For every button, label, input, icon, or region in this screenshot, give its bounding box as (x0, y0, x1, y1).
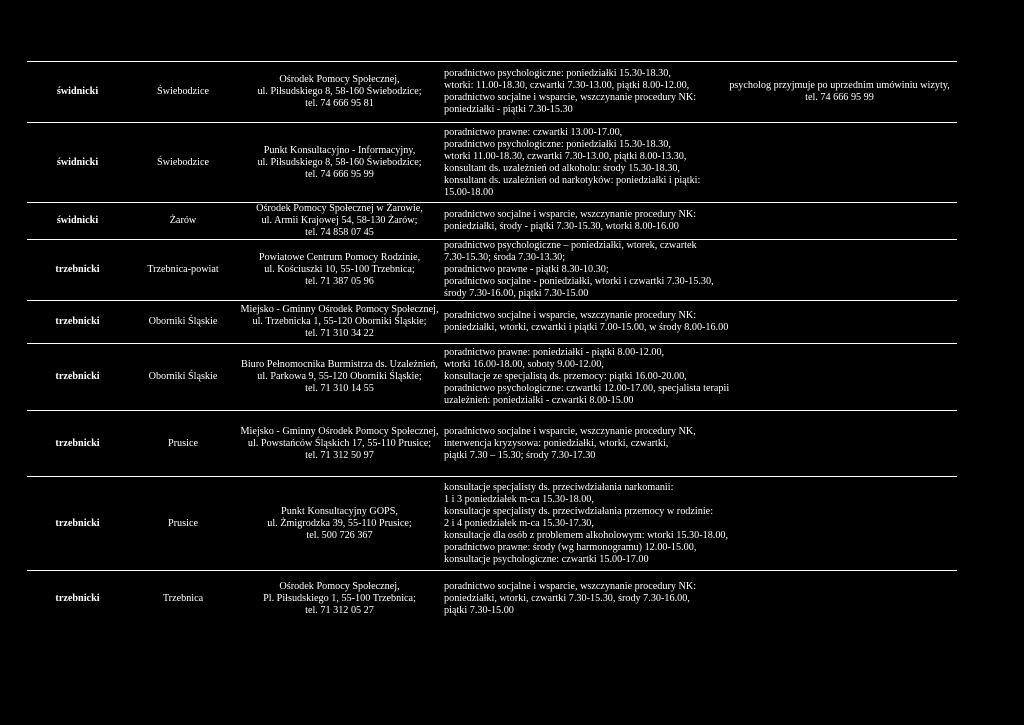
hours-line: poradnictwo socjalne i wsparcie, wszczynanie procedury NK: (444, 209, 697, 220)
hours-line: 15.00-18.00 (444, 186, 494, 198)
town-cell: Trzebnica-powiat (128, 240, 238, 301)
institution-line: tel. 74 666 95 81 (305, 98, 374, 109)
town-cell: Świebodzice (128, 62, 238, 123)
town-cell: Prusice (128, 477, 238, 571)
institution-line: ul. Trzebnicka 1, 55-120 Oborniki Śląskie; (252, 316, 427, 327)
hours-cell (441, 301, 729, 344)
hours-line: 7.30-15.30; środa 7.30-13.30; (444, 252, 566, 263)
institution-line: Biuro Pełnomocnika Burmistrza ds. Uzależnień, (241, 359, 438, 370)
institution-cell (238, 62, 441, 123)
hours-line: 1 i 3 poniedziałek m-ca 15.30-18.00, (444, 493, 594, 505)
institution-line: tel. 500 726 367 (306, 529, 373, 541)
hours-line: poradnictwo prawne: poniedziałki - piątki 8.00-12.00, (444, 347, 665, 358)
notes-cell (722, 477, 957, 571)
table-row (27, 411, 957, 477)
hours-line: wtorki 11.00-18.30, czwartki 7.30-13.00, piątki 8.00-13.30, (444, 150, 687, 162)
notes-line: tel. 74 666 95 99 (805, 92, 874, 103)
county-cell: trzebnicki (27, 571, 128, 628)
hours-line: poradnictwo psychologiczne: czwartki 12.00-17.00, specjalista terapii (444, 383, 730, 394)
notes-cell (722, 62, 957, 123)
institution-cell (238, 240, 441, 301)
town-cell: Trzebnica (128, 571, 238, 628)
institution-cell (238, 571, 441, 628)
town-cell: Oborniki Śląskie (128, 344, 238, 411)
hours-line: poniedziałki - piątki 7.30-15.30 (444, 104, 573, 115)
county-cell: trzebnicki (27, 411, 128, 477)
notes-cell (722, 123, 957, 203)
hours-line: konsultacje dla osób z problemem alkoholowym: wtorki 15.30-18.00, (444, 529, 729, 541)
institution-line: Miejsko - Gminny Ośrodek Pomocy Społecznej, (240, 425, 439, 437)
institution-line: tel. 71 387 05 96 (305, 276, 374, 287)
table-row (27, 477, 957, 571)
institution-line: tel. 71 312 50 97 (305, 449, 374, 461)
institution-line: ul. Kościuszki 10, 55-100 Trzebnica; (264, 264, 415, 275)
hours-line: uzależnień: poniedziałki - czwartki 8.00-15.00 (444, 395, 634, 406)
hours-line: poradnictwo socjalne - poniedziałki, wtorki i czwartki 7.30-15.30, (444, 276, 714, 287)
hours-line: konsultacje specjalisty ds. przeciwdziałania narkomanii: (444, 481, 674, 493)
hours-cell (441, 62, 722, 123)
institution-line: Ośrodek Pomocy Społecznej, (279, 74, 400, 85)
institution-line: tel. 71 310 14 55 (305, 383, 374, 394)
table-row (27, 240, 957, 301)
county-cell: trzebnicki (27, 344, 128, 411)
hours-line: poradnictwo socjalne i wsparcie, wszczynanie procedury NK: (444, 92, 697, 103)
hours-cell (441, 411, 722, 477)
hours-line: piątki 7.30-15.00 (444, 605, 514, 617)
table-row (27, 62, 957, 123)
institution-line: Powiatowe Centrum Pomocy Rodzinie, (258, 252, 421, 263)
institution-line: ul. Piłsudskiego 8, 58-160 Świebodzice; (257, 156, 422, 168)
institution-line: Punkt Konsultacyjno - Informacyjny, (263, 144, 416, 156)
table-row (27, 344, 957, 411)
notes-cell (722, 203, 957, 240)
hours-cell (441, 240, 722, 301)
hours-line: konsultacje specjalisty ds. przeciwdziałania przemocy w rodzinie: (444, 505, 714, 517)
hours-line: interwencja kryzysowa: poniedziałki, wtorki, czwartki, (444, 437, 669, 449)
institution-line: tel. 74 858 07 45 (305, 227, 374, 238)
table-row (27, 301, 957, 344)
county-cell: trzebnicki (27, 301, 128, 344)
institution-line: ul. Żmigrodzka 39, 55-110 Prusice; (267, 517, 412, 529)
hours-line: konsultacje psychologiczne: czwartki 15.00-17.00 (444, 553, 649, 565)
notes-line: psycholog przyjmuje po uprzednim umówiniu wizyty, (729, 80, 950, 91)
hours-line: wtorki 16.00-18.00, soboty 9.00-12.00, (444, 359, 604, 370)
hours-line: poradnictwo prawne: środy (wg harmonogramu) 12.00-15.00, (444, 541, 697, 553)
hours-line: piątki 7.30 – 15.30; środy 7.30-17.30 (444, 449, 596, 461)
county-cell: trzebnicki (27, 240, 128, 301)
hours-line: 2 i 4 poniedziałek m-ca 15.30-17.30, (444, 517, 594, 529)
support-services-table (27, 61, 957, 628)
institution-cell (238, 344, 441, 411)
institution-cell (238, 123, 441, 203)
notes-cell (722, 411, 957, 477)
hours-line: poradnictwo psychologiczne: poniedziałki 15.30-18.30, (444, 68, 671, 79)
hours-line: konsultacje ze specjalistą ds. przemocy: piątki 16.00-20.00, (444, 371, 687, 382)
notes-cell (722, 571, 957, 628)
table-row (27, 571, 957, 628)
hours-line: poniedziałki, wtorki, czwartki i piątki 7.00-15.00, w środy 8.00-16.00 (444, 322, 729, 333)
institution-line: tel. 71 312 05 27 (305, 605, 374, 617)
institution-line: ul. Piłsudskiego 8, 58-160 Świebodzice; (257, 86, 422, 97)
hours-cell (441, 203, 722, 240)
institution-line: Ośrodek Pomocy Społecznej, (279, 581, 400, 593)
table-row (27, 123, 957, 203)
hours-line: poniedziałki, wtorki, czwartki 7.30-15.30, środy 7.30-16.00, (444, 593, 690, 605)
institution-cell (238, 203, 441, 240)
hours-line: konsultant ds. uzależnień od alkoholu: środy 15.30-18.30, (444, 162, 680, 174)
hours-cell (441, 477, 729, 571)
county-cell: świdnicki (27, 123, 128, 203)
hours-line: konsultant ds. uzależnień od narkotyków: poniedziałki i piątki: (444, 174, 701, 186)
table-row (27, 203, 957, 240)
town-cell: Prusice (128, 411, 238, 477)
hours-line: poniedziałki, środy - piątki 7.30-15.30, wtorki 8.00-16.00 (444, 221, 679, 232)
hours-line: poradnictwo socjalne i wsparcie, wszczynanie procedury NK, (444, 425, 696, 437)
county-cell: świdnicki (27, 62, 128, 123)
institution-line: tel. 71 310 34 22 (305, 328, 374, 339)
hours-line: poradnictwo socjalne i wsparcie, wszczynanie procedury NK: (444, 310, 697, 321)
hours-line: wtorki: 11.00-18.30, czwartki 7.30-13.00, piątki 8.00-12.00, (444, 80, 690, 91)
hours-line: środy 7.30-16.00, piątki 7.30-15.00 (444, 288, 589, 299)
county-cell: trzebnicki (27, 477, 128, 571)
hours-line: poradnictwo prawne - piątki 8.30-10.30; (444, 264, 609, 275)
town-cell: Oborniki Śląskie (128, 301, 238, 344)
institution-line: Pl. Piłsudskiego 1, 55-100 Trzebnica; (263, 593, 416, 605)
town-cell: Żarów (128, 203, 238, 240)
town-cell: Świebodzice (128, 123, 238, 203)
notes-cell (722, 344, 957, 411)
institution-line: Punkt Konsultacyjny GOPS, (281, 505, 398, 517)
hours-line: poradnictwo psychologiczne – poniedziałki, wtorek, czwartek (444, 240, 697, 251)
institution-line: ul. Parkowa 9, 55-120 Oborniki Śląskie; (257, 371, 422, 382)
hours-line: poradnictwo prawne: czwartki 13.00-17.00, (444, 126, 623, 138)
institution-cell (238, 477, 441, 571)
institution-line: tel. 74 666 95 99 (305, 168, 374, 180)
hours-line: poradnictwo psychologiczne: poniedziałki 15.30-18.30, (444, 138, 671, 150)
institution-line: ul. Powstańców Śląskich 17, 55-110 Prusice; (247, 437, 432, 449)
notes-cell (722, 240, 957, 301)
notes-cell (722, 301, 957, 344)
institution-line: ul. Armii Krajowej 54, 58-130 Żarów; (261, 215, 418, 226)
institution-line: Ośrodek Pomocy Społecznej w Żarowie, (256, 203, 423, 214)
hours-cell (441, 344, 730, 411)
hours-line: poradnictwo socjalne i wsparcie, wszczynanie procedury NK: (444, 581, 697, 593)
institution-cell (238, 411, 441, 477)
hours-cell (441, 571, 722, 628)
county-cell: świdnicki (27, 203, 128, 240)
hours-cell (441, 123, 722, 203)
institution-cell (238, 301, 441, 344)
institution-line: Miejsko - Gminny Ośrodek Pomocy Społecznej, (240, 304, 439, 315)
